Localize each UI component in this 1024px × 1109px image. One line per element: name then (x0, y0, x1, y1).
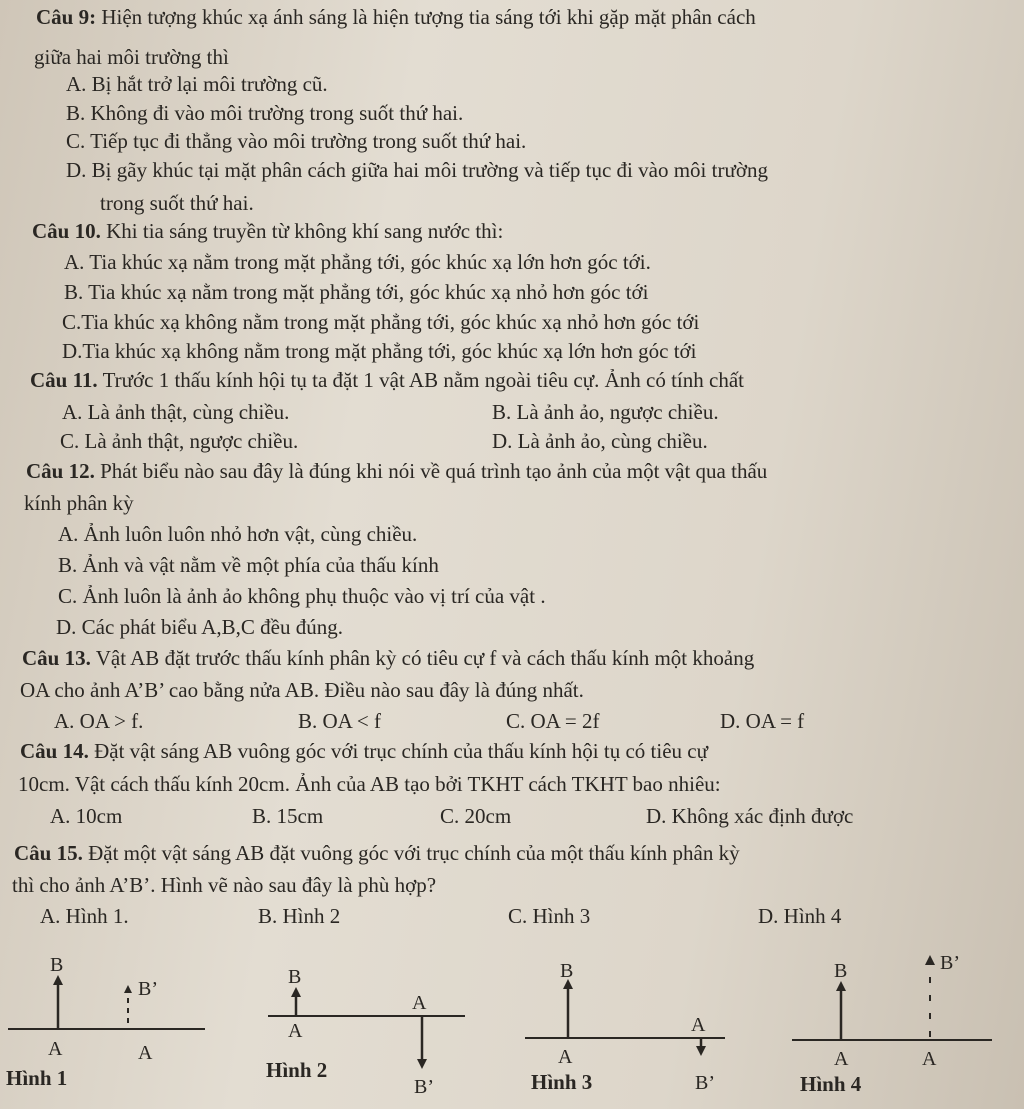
question-text: Hiện tượng khúc xạ ánh sáng là hiện tượng tia sáng tới khi gặp mặt phân cách (101, 5, 756, 29)
question-10 (32, 218, 503, 244)
question-11 (30, 367, 744, 393)
option: C. 20cm (440, 804, 512, 828)
figure-hinh-4 (780, 945, 1010, 1105)
label-object-top: B (560, 960, 574, 982)
label-object-base: A (558, 1046, 573, 1068)
option: D. Các phát biểu A,B,C đều đúng. (56, 615, 343, 639)
question-number: Câu 13. (22, 646, 91, 670)
figure-caption: Hình 3 (531, 1070, 593, 1094)
label-object-base: A (288, 1020, 303, 1042)
arrow-head-icon (53, 975, 63, 985)
label-image-top: B’ (940, 952, 960, 974)
label-object-top: B (50, 954, 64, 976)
figure-caption: Hình 1 (6, 1066, 68, 1090)
label-object-base: A (834, 1048, 849, 1070)
option: B. OA < f (298, 709, 382, 733)
figure-hinh-2 (250, 945, 480, 1105)
question-number: Câu 15. (14, 841, 83, 865)
option: A. Ảnh luôn luôn nhỏ hơn vật, cùng chiều. (58, 522, 418, 546)
option: B. Tia khúc xạ nằm trong mặt phẳng tới, góc khúc xạ nhỏ hơn góc tới (64, 280, 649, 304)
arrow-head-icon (124, 985, 132, 993)
option: B. Ảnh và vật nằm về một phía của thấu kính (58, 553, 439, 577)
label-image-base: A (138, 1042, 153, 1064)
question-text-cont: giữa hai môi trường thì (34, 45, 229, 69)
question-text-cont: OA cho ảnh A’B’ cao bằng nửa AB. Điều nào sau đây là đúng nhất. (20, 678, 584, 702)
figure-hinh-1 (0, 945, 220, 1095)
option: C. Tiếp tục đi thẳng vào môi trường trong suốt thứ hai. (66, 129, 527, 153)
arrow-head-icon (836, 981, 846, 991)
figure-hinh-3 (515, 945, 745, 1105)
label-image-top: B’ (138, 978, 158, 1000)
label-object-top: B (288, 966, 302, 988)
option: C.Tia khúc xạ không nằm trong mặt phẳng tới, góc khúc xạ nhỏ hơn góc tới (62, 310, 700, 334)
option: C. Hình 3 (508, 904, 591, 928)
question-number: Câu 11. (30, 368, 98, 392)
label-object-base: A (48, 1038, 63, 1060)
option-cont: trong suốt thứ hai. (100, 191, 254, 215)
question-13 (22, 645, 754, 671)
question-14 (20, 738, 708, 764)
label-image-base: A (922, 1048, 937, 1070)
option: D. OA = f (720, 709, 805, 733)
option: A. Là ảnh thật, cùng chiều. (62, 400, 290, 424)
question-text: Trước 1 thấu kính hội tụ ta đặt 1 vật AB nằm ngoài tiêu cự. Ảnh có tính chất (102, 368, 744, 392)
question-number: Câu 14. (20, 739, 89, 763)
question-number: Câu 9: (36, 5, 97, 29)
option: B. 15cm (252, 804, 324, 828)
option: C. Là ảnh thật, ngược chiều. (60, 429, 299, 453)
option: B. Không đi vào môi trường trong suốt thứ hai. (66, 101, 464, 125)
figure-caption: Hình 2 (266, 1058, 328, 1082)
option: C. Ảnh luôn là ảnh ảo không phụ thuộc vào vị trí của vật . (58, 584, 546, 608)
question-text-cont: 10cm. Vật cách thấu kính 20cm. Ảnh của AB tạo bởi TKHT cách TKHT bao nhiêu: (18, 772, 721, 796)
question-text: Phát biểu nào sau đây là đúng khi nói về quá trình tạo ảnh của một vật qua thấu (100, 459, 768, 483)
question-text-cont: kính phân kỳ (24, 491, 134, 515)
question-9 (36, 4, 756, 30)
option: A. OA > f. (54, 709, 144, 733)
question-text-cont: thì cho ảnh A’B’. Hình vẽ nào sau đây là phù hợp? (12, 873, 437, 897)
label-image-top: A (691, 1014, 706, 1036)
option: D.Tia khúc xạ không nằm trong mặt phẳng tới, góc khúc xạ lớn hơn góc tới (62, 339, 697, 363)
option: D. Bị gãy khúc tại mặt phân cách giữa hai môi trường và tiếp tục đi vào môi trường (66, 158, 768, 182)
arrow-head-icon (925, 955, 935, 965)
option: A. 10cm (50, 804, 123, 828)
option: A. Tia khúc xạ nằm trong mặt phẳng tới, góc khúc xạ lớn hơn góc tới. (64, 250, 651, 274)
question-text: Vật AB đặt trước thấu kính phân kỳ có tiêu cự f và cách thấu kính một khoảng (95, 646, 755, 670)
option: C. OA = 2f (506, 709, 600, 733)
option: D. Là ảnh ảo, cùng chiều. (492, 429, 708, 453)
question-number: Câu 12. (26, 459, 95, 483)
question-number: Câu 10. (32, 219, 101, 243)
arrow-head-icon (696, 1046, 706, 1056)
arrow-head-icon (417, 1059, 427, 1069)
label-image-base: B’ (414, 1076, 434, 1098)
label-image-base: B’ (695, 1072, 715, 1094)
option: B. Hình 2 (258, 904, 341, 928)
question-text: Đặt một vật sáng AB đặt vuông góc với trục chính của một thấu kính phân kỳ (88, 841, 740, 865)
option: A. Hình 1. (40, 904, 129, 928)
option: B. Là ảnh ảo, ngược chiều. (492, 400, 719, 424)
question-12 (26, 458, 767, 484)
option: A. Bị hắt trở lại môi trường cũ. (66, 72, 328, 96)
arrow-head-icon (291, 987, 301, 997)
question-text: Khi tia sáng truyền từ không khí sang nước thì: (106, 219, 504, 243)
label-image-top: A (412, 992, 427, 1014)
option: D. Hình 4 (758, 904, 842, 928)
figure-caption: Hình 4 (800, 1072, 862, 1096)
question-15 (14, 840, 740, 866)
label-object-top: B (834, 960, 848, 982)
question-text: Đặt vật sáng AB vuông góc với trục chính của thấu kính hội tụ có tiêu cự (88, 739, 708, 763)
option: D. Không xác định được (646, 804, 854, 828)
